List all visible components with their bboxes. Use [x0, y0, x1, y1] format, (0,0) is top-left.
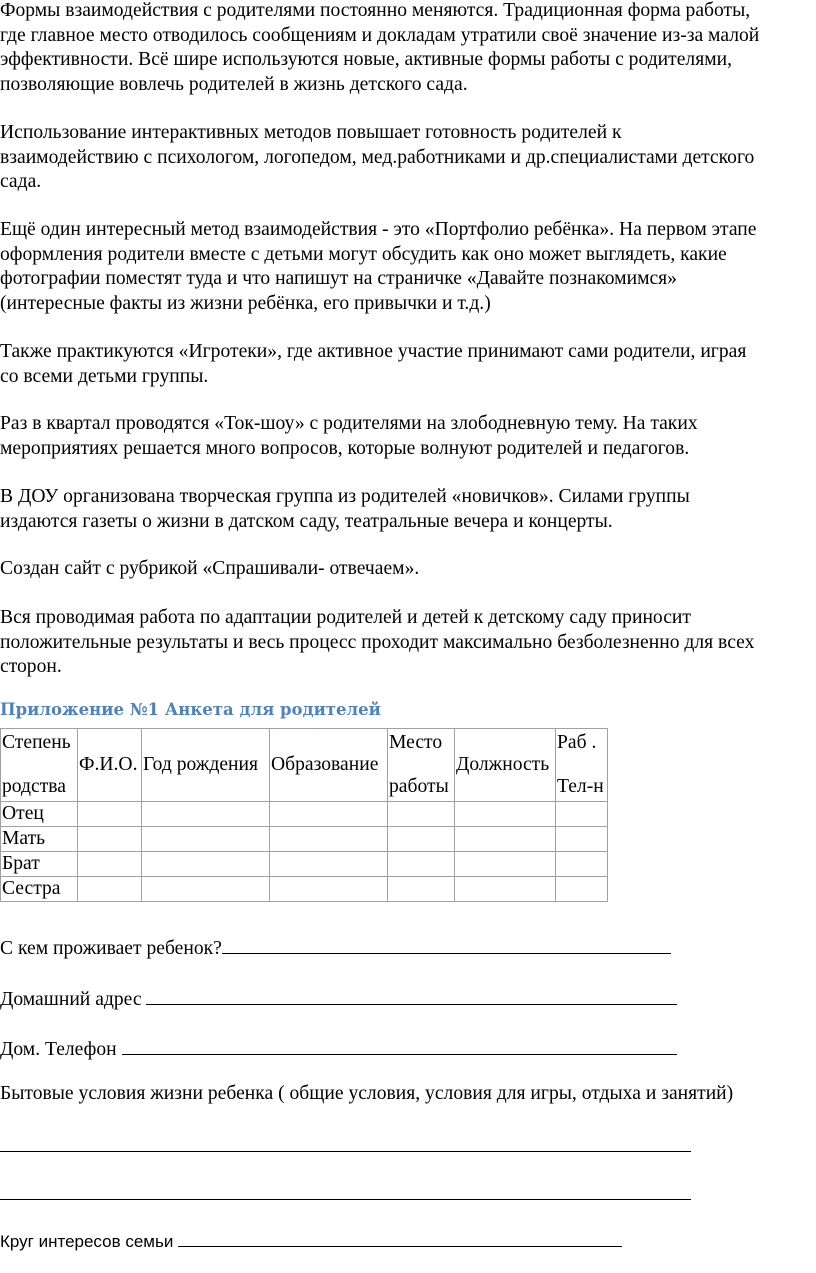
table-cell[interactable]: [78, 802, 142, 827]
header-line: [389, 754, 453, 776]
paragraph-line: где главное место отводилось сообщениям и докладам утратили своё значение из-за малой: [0, 24, 760, 46]
header-position: Должность: [455, 729, 556, 802]
paragraph-line: со всеми детьми группы.: [0, 365, 209, 387]
paragraph-5: [0, 412, 812, 461]
address-field: [0, 986, 677, 1011]
header-birth-year: Год рождения: [142, 729, 270, 802]
living-conditions-blank-line[interactable]: [0, 1199, 691, 1200]
interests-blank[interactable]: [178, 1230, 622, 1247]
paragraph-line: В ДОУ организована творческая группа из родителей «новичков». Силами группы: [0, 486, 690, 507]
table-cell[interactable]: [270, 852, 388, 877]
table-cell[interactable]: [556, 877, 608, 902]
table-row: [1, 802, 608, 827]
paragraph-line: оформления родители вместе с детьми могут обсудить как оно может выглядеть, какие: [0, 243, 727, 265]
paragraph-line: (интересные факты из жизни ребёнка, его привычки и т.д.): [0, 292, 491, 314]
phone-field: [0, 1036, 677, 1061]
paragraph-line: взаимодействию с психологом, логопедом, мед.работниками и др.специалистами детского: [0, 146, 755, 168]
table-cell[interactable]: [78, 827, 142, 852]
living-conditions-label: Бытовые условия жизни ребенка ( общие условия, условия для игры, отдыха и занятий): [0, 1083, 734, 1104]
table-cell[interactable]: [388, 827, 455, 852]
paragraph-line: позволяющие вовлечь родителей в жизнь детского сада.: [0, 73, 468, 95]
header-line: [557, 754, 606, 776]
table-cell[interactable]: [142, 802, 270, 827]
paragraph-6: [0, 485, 812, 534]
paragraph-line: мероприятиях решается много вопросов, которые волнуют родителей и педагогов.: [0, 437, 690, 459]
paragraph-line: Использование интерактивных методов повышает готовность родителей к: [0, 122, 622, 143]
paragraph-1: [0, 0, 812, 97]
table-cell[interactable]: [270, 877, 388, 902]
header-education: Образование: [270, 729, 388, 802]
lives-with-blank[interactable]: [222, 935, 671, 954]
header-line: Место: [389, 732, 443, 753]
header-fio: Ф.И.О.: [78, 729, 142, 802]
paragraph-line: издаются газеты о жизни в датском саду, театральные вечера и концерты.: [0, 510, 613, 532]
paragraph-line: фотографии поместят туда и что напишут на страничке «Давайте познакомимся»: [0, 268, 677, 289]
table-cell[interactable]: [556, 852, 608, 877]
table-cell[interactable]: [556, 802, 608, 827]
row-label: Брат: [1, 852, 78, 877]
table-row: [1, 877, 608, 902]
table-cell[interactable]: [455, 827, 556, 852]
table-cell[interactable]: [556, 827, 608, 852]
questionnaire-table: [0, 728, 608, 902]
lives-with-field: [0, 935, 671, 960]
paragraph-2: [0, 121, 812, 195]
paragraph-line: Также практикуются «Игротеки», где активное участие принимают сами родители, играя: [0, 341, 747, 362]
header-line: Раб .: [557, 732, 597, 753]
paragraph-line: положительные результаты и весь процесс проходит максимально безболезненно для всех: [0, 631, 755, 653]
paragraph-line: Вся проводимая работа по адаптации родителей и детей к детскому саду приносит: [0, 607, 691, 628]
living-conditions-blank-line[interactable]: [0, 1151, 691, 1152]
table-cell[interactable]: [388, 802, 455, 827]
living-conditions-field: [0, 1083, 733, 1105]
paragraph-line: Формы взаимодействия с родителями постоянно меняются. Традиционная форма работы,: [0, 0, 751, 21]
header-line: [2, 754, 76, 776]
table-header-row: [1, 729, 608, 802]
row-label: Отец: [1, 802, 78, 827]
header-work-phone: [556, 729, 608, 802]
address-label: Домашний адрес: [0, 989, 142, 1010]
appendix-heading: Приложение №1 Анкета для родителей: [0, 700, 381, 719]
paragraph-line: эффективности. Всё шире используются новые, активные формы работы с родителями,: [0, 49, 732, 70]
header-line: Тел-н: [557, 776, 604, 797]
paragraph-line: сада.: [0, 171, 42, 192]
paragraph-8: [0, 606, 812, 680]
header-workplace: [388, 729, 455, 802]
table-cell[interactable]: [142, 852, 270, 877]
paragraph-line: Создан сайт с рубрикой «Спрашивали- отвечаем».: [0, 558, 420, 579]
table-cell[interactable]: [270, 802, 388, 827]
paragraph-line: Раз в квартал проводятся «Ток-шоу» с родителями на злободневную тему. На таких: [0, 413, 698, 434]
paragraph-7: [0, 557, 812, 582]
table-cell[interactable]: [388, 877, 455, 902]
paragraph-3: [0, 218, 812, 316]
interests-field: [0, 1230, 622, 1252]
row-label: Мать: [1, 827, 78, 852]
table-cell[interactable]: [78, 852, 142, 877]
table-cell[interactable]: [142, 877, 270, 902]
table-cell[interactable]: [455, 802, 556, 827]
paragraph-line: Ещё один интересный метод взаимодействия - это «Портфолио ребёнка». На первом этапе: [0, 219, 757, 240]
header-line: родства: [2, 776, 66, 797]
table-cell[interactable]: [455, 877, 556, 902]
phone-label: Дом. Телефон: [0, 1039, 117, 1060]
header-line: Степень: [2, 732, 71, 753]
table-cell[interactable]: [388, 852, 455, 877]
table-cell[interactable]: [455, 852, 556, 877]
table-row: [1, 852, 608, 877]
table-cell[interactable]: [142, 827, 270, 852]
header-line: работы: [389, 776, 449, 797]
table-row: [1, 827, 608, 852]
table-cell[interactable]: [78, 877, 142, 902]
paragraph-4: [0, 340, 812, 389]
paragraph-line: сторон.: [0, 656, 62, 677]
interests-label: Круг интересов семьи: [0, 1232, 174, 1251]
table-cell[interactable]: [270, 827, 388, 852]
row-label: Сестра: [1, 877, 78, 902]
lives-with-label: С кем проживает ребенок?: [0, 938, 222, 959]
phone-blank[interactable]: [122, 1036, 677, 1055]
address-blank[interactable]: [146, 986, 677, 1005]
header-relation: [1, 729, 78, 802]
